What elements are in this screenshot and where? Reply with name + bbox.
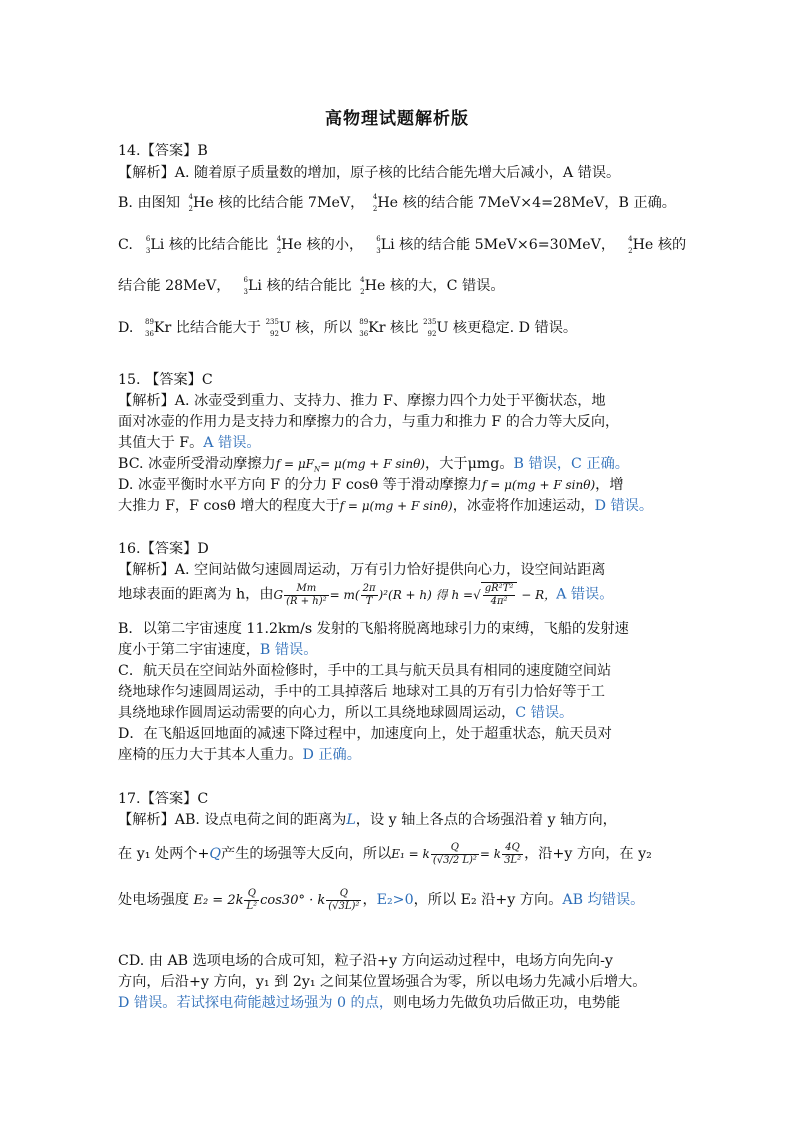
he-isotope: 4 2 (188, 193, 194, 213)
he-isotope: 4 2 (360, 276, 365, 296)
q16-line-5: C．航天员在空间站外面检修时，手中的工具与航天员具有相同的速度随空间站 (118, 663, 612, 679)
q14-line-5: D. 89 36 Kr 比结合能大于 235 92 U 核，所以 89 36 Kr 核比 235 92 U 核更稳定. D 错误。 (118, 318, 578, 338)
q14-line-1: 【解析】A. 随着原子质量数的增加，原子核的比结合能先增大后减小，A 错误。 (118, 165, 621, 181)
kr-isotope: 89 36 (144, 318, 154, 338)
q17-line-4: CD. 由 AB 选项电场的合成可知，粒子沿+y 方向运动过程中，电场方向先向-y (118, 953, 613, 969)
q17-line-3: 处电场强度 E₂ = 2k $\frac{Q}{\text{L²}}$ cos30° · k $\frac{Q}{\text{(√3L)²}}$ ，E₂>0，所以 E₂ 沿+y 方向。AB 均错误。 (118, 888, 645, 912)
q17-line-6: D 错误。若试探电荷能越过场强为 0 的点，则电场力先做负功后做正功，电势能 (118, 995, 621, 1011)
u-isotope: 235 92 (265, 318, 279, 338)
friction-formula: f = μ(mg + F sinθ) (339, 499, 453, 513)
q15-line-4: BC. 冰壶所受滑动摩擦力$f = \mu F_N= \mu(mg + F$ sinθ)，大于μmg。B 错误，C 正确。 (118, 456, 629, 474)
kr-isotope: 89 36 (359, 318, 369, 338)
u-isotope: 235 92 (423, 318, 437, 338)
q15-answer: 15. 【答案】C (118, 372, 213, 388)
e2-equation: E₂ = 2k $\frac{Q}{\text{L²}}$ cos30° · k $\frac{Q}{\text{(√3L)²}}$ (193, 888, 360, 912)
q14-answer: 14.【答案】B (118, 143, 208, 159)
q17-line-5: 方向，后沿+y 方向，y₁ 到 2y₁ 之间某位置场强合为零，所以电场力先减小后增大。 (118, 974, 647, 990)
q15-line-5: D. 冰壶平衡时水平方向 F 的分力 F cosθ 等于滑动摩擦力f = μ(mg + F sinθ)，增 (118, 477, 624, 493)
q15-line-6: 大推力 F，F cosθ 增大的程度大于f = μ(mg + F sinθ)，冰壶将作加速运动，D 错误。 (118, 498, 654, 514)
q16-line-8: D．在飞船返回地面的减速下降过程中，加速度向上，处于超重状态，航天员对 (118, 726, 612, 742)
q15-line-3: 其值大于 F。A 错误。 (118, 435, 261, 451)
q16-line-6: 绕地球作匀速圆周运动，手中的工具掉落后 地球对工具的万有引力恰好等于工 (118, 684, 605, 700)
q17-answer: 17.【答案】C (118, 791, 209, 807)
q14-line-2: B. 由图知 4 2 He 核的比结合能 7MeV， 4 2 He 核的结合能 7MeV×4=28MeV，B 正确。 (118, 193, 676, 213)
gravity-equation: G $\frac{Mm}{\text{(R + h)²}}$ = m( $\frac{2\pi}{T}$ )²(R + h) 得 h =√ $\frac{\text{gR²T²}}{\text{4π²}}$ − R， (273, 582, 557, 607)
q16-line-3: B．以第二宇宙速度 11.2km/s 发射的飞船将脱离地球引力的束缚，飞船的发射速 (118, 621, 629, 637)
he-isotope: 4 2 (628, 235, 633, 255)
q16-line-9: 座椅的压力大于其本人重力。D 正确。 (118, 747, 361, 763)
q16-line-4: 度小于第二宇宙速度，B 错误。 (118, 642, 318, 658)
q16-line-7: 具绕地球作圆周运动需要的向心力，所以工具绕地球圆周运动，C 错误。 (118, 705, 574, 721)
q14-line-4: 结合能 28MeV， 6 3 Li 核的结合能比 4 2 He 核的大，C 错误。 (118, 276, 505, 296)
friction-formula: $f = \mu F_N= \mu(mg + F$ sinθ) (275, 457, 425, 474)
he-isotope: 4 2 (276, 235, 282, 255)
q16-line-1: 【解析】A. 空间站做匀速圆周运动，万有引力恰好提供向心力，设空间站距离 (118, 562, 606, 578)
li-isotope: 6 3 (243, 276, 248, 296)
q14-line-3: C. 6 3 Li 核的比结合能比 4 2 He 核的小， 6 3 Li 核的结合能 5MeV×6=30MeV， 4 2 He 核的 (118, 235, 687, 255)
friction-formula: f = μ(mg + F sinθ) (482, 478, 596, 492)
q17-line-2: 在 y₁ 处两个+Q产生的场强等大反向，所以E₁ = k $\frac{Q}{\text{(√3/2 L)²}}$ = k $\frac{4Q}{\text{3L²}}$ ，沿+y 方向，在 y₂ (118, 842, 652, 866)
li-isotope: 6 3 (145, 235, 151, 255)
q16-answer: 16.【答案】D (118, 541, 209, 557)
q16-line-2: 地球表面的距离为 h，由G $\frac{Mm}{\text{(R + h)²}}$ = m( $\frac{2\pi}{T}$ )²(R + h) 得 h =√ $\frac{\text{gR²T²}}{\text{4π²}}$ − R，A 错误。 (118, 582, 614, 607)
q15-line-1: 【解析】A. 冰壶受到重力、支持力、推力 F、摩擦力四个力处于平衡状态，地 (118, 393, 606, 409)
page-title: 高物理试题解析版 (325, 109, 469, 129)
li-isotope: 6 3 (376, 235, 381, 255)
q17-line-1: 【解析】AB. 设点电荷之间的距离为L，设 y 轴上各点的合场强沿着 y 轴方向， (118, 812, 617, 828)
q15-line-2: 面对冰壶的作用力是支持力和摩擦力的合力，与重力和推力 F 的合力等大反向， (118, 414, 620, 430)
he-isotope: 4 2 (372, 193, 378, 213)
e1-equation: E₁ = k $\frac{Q}{\text{(√3/2 L)²}}$ = k $\frac{4Q}{\text{3L²}}$ (391, 842, 522, 866)
